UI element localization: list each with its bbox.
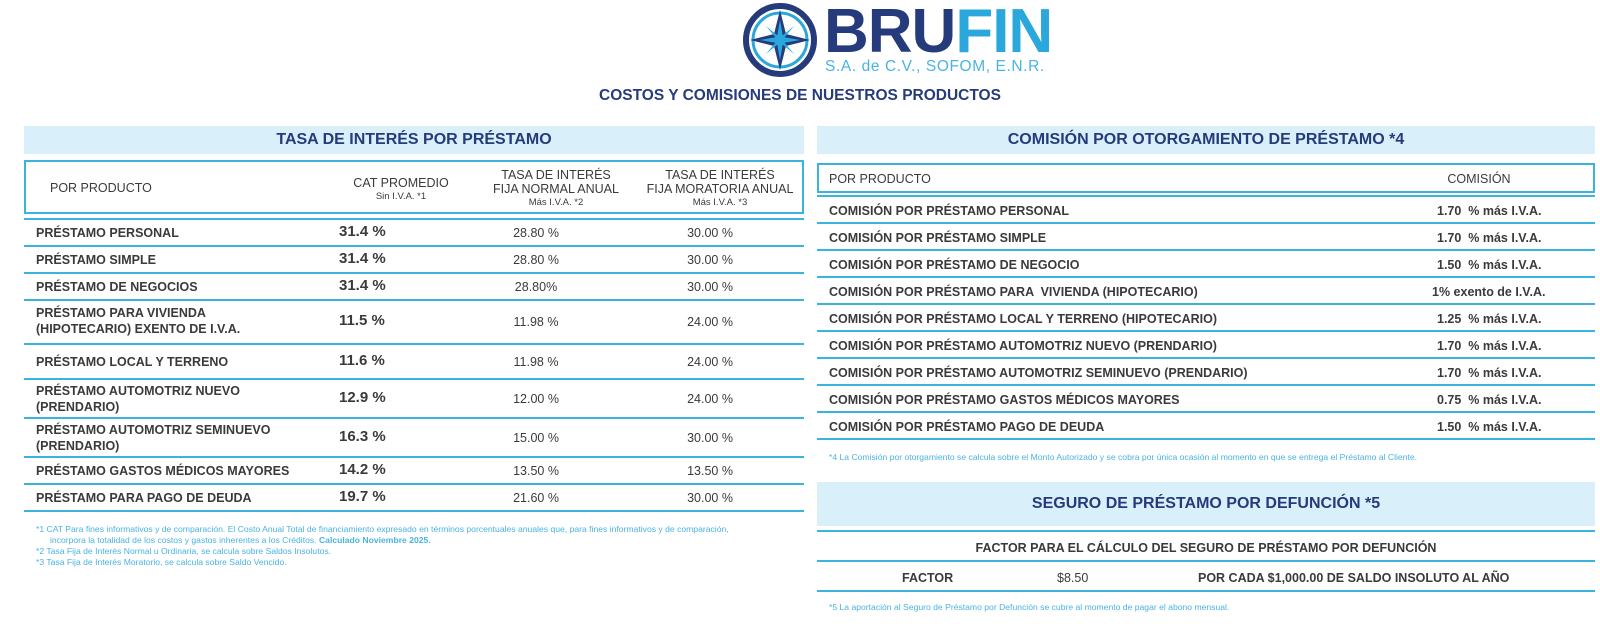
header-mor-sub: Más I.V.A. *3	[692, 197, 748, 208]
header-mor-l2: FIJA MORATORIA ANUAL	[646, 182, 794, 196]
table-row	[24, 485, 804, 511]
insurance-section-title	[817, 482, 1595, 526]
interest-footnotes	[36, 524, 806, 568]
table-row	[24, 345, 804, 379]
row-normal-rate: 21.60 %	[513, 491, 559, 505]
table-row	[24, 419, 804, 457]
header-cat	[316, 176, 486, 204]
row-cat: 31.4 %	[339, 223, 386, 240]
row-product: COMISIÓN POR PRÉSTAMO PERSONAL	[829, 204, 1070, 218]
footnote-1b-text: incorpora la totalidad de los costos y gastos inherentes a los Créditos.	[50, 535, 317, 545]
row-product: PRÉSTAMO SIMPLE	[36, 253, 156, 267]
footnote-1b	[36, 535, 806, 546]
header-normal-l2: FIJA NORMAL ANUAL	[493, 182, 619, 196]
row-commission: 1.50 % más I.V.A.	[1437, 420, 1542, 434]
table-row	[817, 251, 1595, 277]
table-row	[817, 386, 1595, 412]
page-title: COSTOS Y COMISIONES DE NUESTROS PRODUCTOS	[599, 87, 1001, 104]
row-product: COMISIÓN POR PRÉSTAMO PARA VIVIENDA (HIPOTECARIO)	[829, 285, 1198, 299]
commission-table-header	[817, 163, 1595, 193]
row-product: COMISIÓN POR PRÉSTAMO PAGO DE DEUDA	[829, 420, 1105, 434]
brand-subtitle: S.A. de C.V., SOFOM, E.N.R.	[825, 58, 1045, 75]
row-product-line1: PRÉSTAMO AUTOMOTRIZ SEMINUEVO	[36, 423, 271, 437]
header-commission: COMISIÓN	[1447, 172, 1511, 186]
table-row	[24, 247, 804, 273]
row-product	[36, 305, 240, 337]
row-moratoria-rate: 30.00 %	[687, 491, 733, 505]
row-commission: 0.75 % más I.V.A.	[1437, 393, 1542, 407]
insurance-title-text: SEGURO DE PRÉSTAMO POR DEFUNCIÓN *5	[1031, 495, 1381, 512]
insurance-subtitle: FACTOR PARA EL CÁLCULO DEL SEGURO DE PRÉSTAMO POR DEFUNCIÓN	[975, 541, 1437, 555]
row-moratoria-rate: 30.00 %	[687, 280, 733, 294]
row-cat: 31.4 %	[339, 250, 386, 267]
table-row	[817, 224, 1595, 250]
row-product-line1: PRÉSTAMO PARA VIVIENDA	[36, 306, 206, 320]
table-row	[817, 413, 1595, 439]
row-normal-rate: 12.00 %	[513, 392, 559, 406]
header-cat-sub: Sin I.V.A. *1	[375, 191, 427, 202]
row-cat: 11.5 %	[339, 312, 385, 329]
table-row	[24, 458, 804, 484]
table-row	[24, 380, 804, 418]
row-product: COMISIÓN POR PRÉSTAMO DE NEGOCIO	[829, 258, 1080, 272]
row-moratoria-rate: 30.00 %	[687, 226, 733, 240]
row-product-line1: PRÉSTAMO AUTOMOTRIZ NUEVO	[36, 384, 240, 398]
row-normal-rate: 15.00 %	[513, 431, 559, 445]
brand-name-part1: BRU	[824, 0, 956, 66]
row-product: COMISIÓN POR PRÉSTAMO GASTOS MÉDICOS MAYORES	[829, 393, 1180, 407]
row-normal-rate: 11.98 %	[513, 315, 559, 329]
row-normal-rate: 28.80 %	[513, 253, 559, 267]
row-product-line2: (HIPOTECARIO) EXENTO DE I.V.A.	[36, 322, 241, 336]
header-moratoria	[636, 168, 804, 210]
insurance-factor-label: FACTOR	[902, 571, 954, 585]
row-product: PRÉSTAMO GASTOS MÉDICOS MAYORES	[36, 464, 290, 478]
row-moratoria-rate: 24.00 %	[687, 315, 733, 329]
row-commission: 1.70 % más I.V.A.	[1437, 231, 1542, 245]
insurance-factor-desc: POR CADA $1,000.00 DE SALDO INSOLUTO AL AÑO	[1198, 571, 1510, 585]
row-product: COMISIÓN POR PRÉSTAMO AUTOMOTRIZ NUEVO (PRENDARIO)	[829, 339, 1217, 353]
row-product: COMISIÓN POR PRÉSTAMO AUTOMOTRIZ SEMINUEVO (PRENDARIO)	[829, 366, 1248, 380]
row-commission: 1.70 % más I.V.A.	[1437, 339, 1542, 353]
table-row	[817, 197, 1595, 223]
row-product: COMISIÓN POR PRÉSTAMO SIMPLE	[829, 231, 1047, 245]
row-moratoria-rate: 13.50 %	[687, 464, 733, 478]
row-commission: 1.50 % más I.V.A.	[1437, 258, 1542, 272]
interest-title-text: TASA DE INTERÉS POR PRÉSTAMO	[276, 131, 552, 148]
row-product: COMISIÓN POR PRÉSTAMO LOCAL Y TERRENO (HIPOTECARIO)	[829, 312, 1217, 326]
row-commission: 1% exento de I.V.A.	[1432, 285, 1546, 299]
row-product: PRÉSTAMO PERSONAL	[36, 226, 179, 240]
row-moratoria-rate: 24.00 %	[687, 355, 733, 369]
brand-name-part2: FIN	[955, 0, 1053, 66]
header-normal	[466, 168, 646, 210]
insurance-footnote: *5 La aportación al Seguro de Préstamo por Defunción se cubre al momento de pagar el abono mensual.	[829, 602, 1230, 612]
row-cat: 11.6 %	[339, 352, 385, 369]
footnote-2: *2 Tasa Fija de Interés Normal u Ordinaria, se calcula sobre Saldos Insolutos.	[36, 546, 332, 556]
row-moratoria-rate: 30.00 %	[687, 253, 733, 267]
row-normal-rate: 28.80%	[514, 280, 558, 294]
footnote-1a: *1 CAT Para fines informativos y de comparación. El Costo Anual Total de financiamiento expresado en términos porcentuales anuales que, para fines informativos y de comparación,	[36, 524, 729, 534]
row-product: PRÉSTAMO PARA PAGO DE DEUDA	[36, 491, 252, 505]
header-mor-l1: TASA DE INTERÉS	[665, 168, 775, 182]
interest-table-body	[24, 216, 804, 516]
insurance-factor-value: $8.50	[1057, 571, 1089, 585]
row-normal-rate: 28.80 %	[513, 226, 559, 240]
header-normal-sub: Más I.V.A. *2	[528, 197, 584, 208]
header-product: POR PRODUCTO	[50, 181, 152, 195]
row-moratoria-rate: 24.00 %	[687, 392, 733, 406]
row-product-line2: (PRENDARIO)	[36, 439, 120, 453]
brand-logo	[742, 0, 1053, 80]
commission-title-text: COMISIÓN POR OTORGAMIENTO DE PRÉSTAMO *4	[1007, 131, 1405, 148]
commission-table-body	[817, 195, 1595, 445]
footnote-3: *3 Tasa Fija de Interés Moratorio, se calcula sobre Saldo Vencido.	[36, 557, 287, 567]
commission-footnote: *4 La Comisión por otorgamiento se calcula sobre el Monto Autorizado y se cobra por única ocasión al momento en que se entrega el Préstamo al Cliente.	[829, 452, 1418, 462]
table-row	[817, 332, 1595, 358]
table-row	[24, 220, 804, 246]
interest-section-title	[24, 126, 804, 154]
row-moratoria-rate: 30.00 %	[687, 431, 733, 445]
table-row	[817, 278, 1595, 304]
table-row	[24, 274, 804, 300]
row-product-line2: (PRENDARIO)	[36, 400, 120, 414]
header-normal-l1: TASA DE INTERÉS	[501, 168, 611, 182]
table-row	[24, 301, 804, 343]
header-cat-label: CAT PROMEDIO	[353, 176, 449, 190]
row-cat: 19.7 %	[339, 488, 386, 505]
table-row	[817, 305, 1595, 331]
row-commission: 1.70 % más I.V.A.	[1437, 366, 1542, 380]
footnote-1-bold: Calculado Noviembre 2025.	[318, 535, 431, 545]
row-cat: 16.3 %	[339, 428, 386, 445]
row-product: PRÉSTAMO LOCAL Y TERRENO	[36, 355, 229, 369]
table-row	[817, 359, 1595, 385]
row-product: PRÉSTAMO DE NEGOCIOS	[36, 280, 198, 294]
row-cat: 31.4 %	[339, 277, 386, 294]
row-cat: 12.9 %	[339, 389, 386, 406]
row-commission: 1.25 % más I.V.A.	[1437, 312, 1542, 326]
row-cat: 14.2 %	[339, 461, 386, 478]
row-normal-rate: 11.98 %	[513, 355, 559, 369]
row-commission: 1.70 % más I.V.A.	[1437, 204, 1542, 218]
row-product	[36, 422, 271, 454]
commission-section-title	[817, 126, 1595, 154]
compass-star-icon	[742, 2, 818, 78]
row-product	[36, 383, 240, 415]
row-normal-rate: 13.50 %	[513, 464, 559, 478]
header-product: POR PRODUCTO	[829, 172, 931, 186]
interest-table-header	[24, 160, 804, 214]
